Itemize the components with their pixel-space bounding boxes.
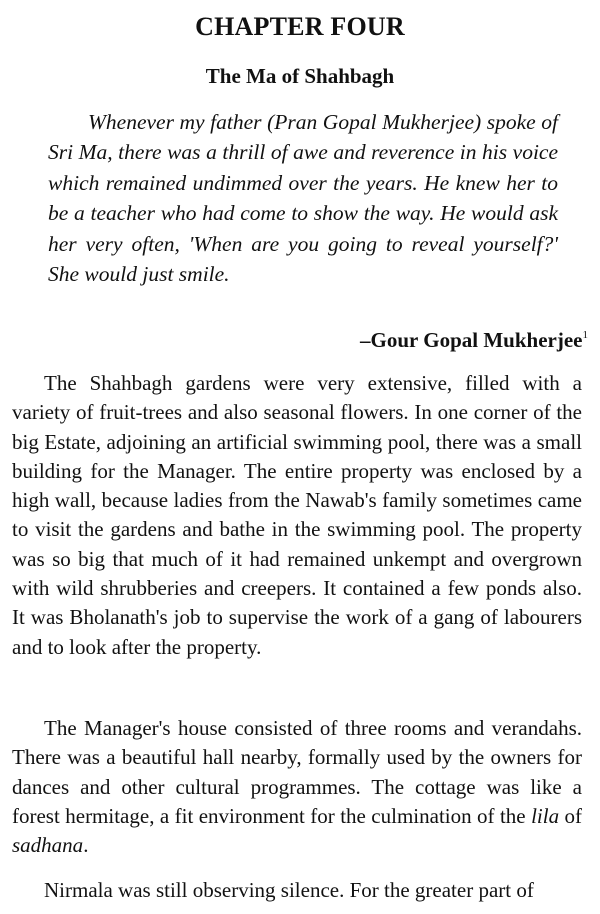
body-paragraph-3: Nirmala was still observing silence. For the greater part of (44, 878, 534, 902)
italic-term-sadhana: sadhana (12, 833, 84, 858)
epigraph-attribution (360, 328, 588, 353)
paragraph-text: The Manager's house consisted of three rooms and verandahs. There was a beautiful hall nearby, formally used by the owners for dances and other cultural programmes. The cottage was like a forest hermitage, a fit environment for the culmination of the (12, 716, 582, 828)
epigraph-quote: Whenever my father (Pran Gopal Mukherjee) spoke of Sri Ma, there was a thrill of awe and reverence in his voice which remained undimmed over the years. He knew her to be a teacher who had come to show the way. He would ask her very often, 'When are you going to reveal yourself?' She would just smile. (48, 110, 558, 287)
chapter-title: CHAPTER FOUR (195, 12, 405, 41)
footnote-marker: 1 (582, 329, 588, 341)
body-paragraph-1: The Shahbagh gardens were very extensive, filled with a variety of fruit-trees and also seasonal flowers. In one corner of the big Estate, adjoining an artificial swimming pool, there was a small building for the Manager. The entire property was enclosed by a high wall, because ladies from the Nawab's family sometimes came to visit the gardens and bathe in the swimming pool. The property was so big that much of it had remained unkempt and overgrown with wild shrubberies and creepers. It contained a few ponds also. It was Bholanath's job to supervise the work of a gang of labourers and to look after the property. (12, 371, 582, 659)
paragraph-text: of (559, 803, 583, 828)
attribution-name: –Gour Gopal Mukherjee (360, 328, 583, 352)
paragraph-text: . (83, 833, 89, 858)
section-title: The Ma of Shahbagh (205, 64, 395, 88)
body-paragraph-2 (12, 714, 582, 860)
italic-term-lila: lila (531, 803, 560, 828)
